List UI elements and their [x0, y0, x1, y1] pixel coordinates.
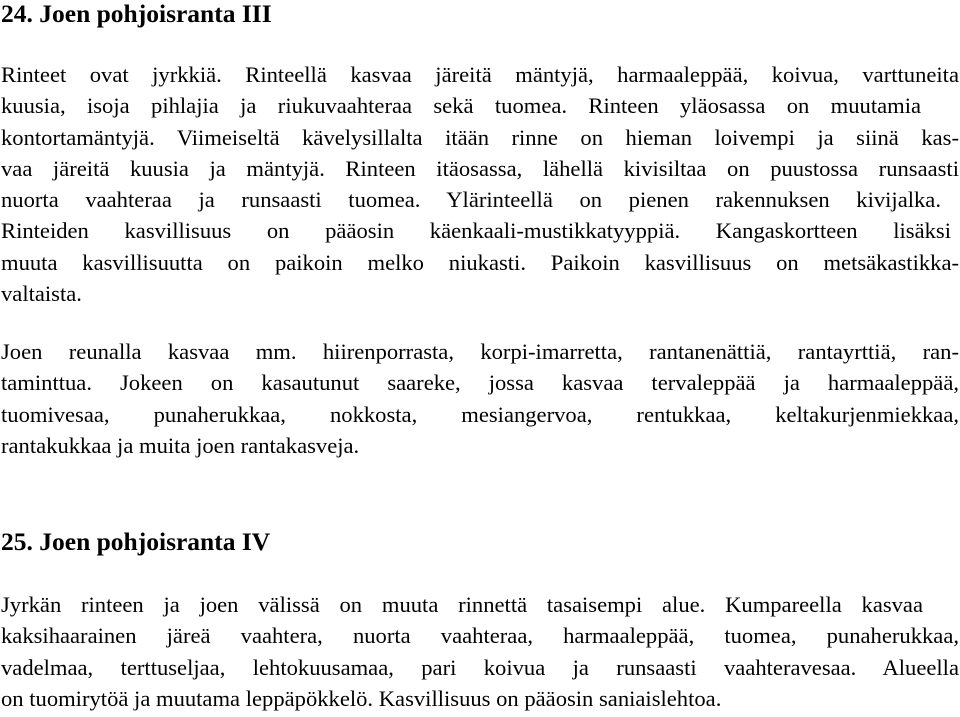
- section-heading-25: 25. Joen pohjoisranta IV: [1, 527, 271, 556]
- text-line: vadelmaa, terttuseljaa, lehtokuusamaa, pari koivua ja runsaasti vaahteravesaa. Alueella: [1, 654, 959, 680]
- text-line: on tuomirytöä ja muutama leppäpökkelö. Kasvillisuus on pääosin saniaislehtoa.: [1, 685, 722, 711]
- section-25-paragraph-1: [1, 589, 959, 714]
- text-line: Rinteiden kasvillisuus on pääosin käenkaali-mustikkatyyppiä. Kangaskortteen lisäksi: [1, 218, 951, 244]
- text-line: rantakukkaa ja muita joen rantakasveja.: [1, 432, 360, 458]
- text-line: vaa järeitä kuusia ja mäntyjä. Rinteen itäosassa, lähellä kivisiltaa on puustossa runsaasti: [1, 155, 959, 181]
- text-line: valtaista.: [1, 281, 82, 307]
- text-line: nuorta vaahteraa ja runsaasti tuomea. Ylärinteellä on pienen rakennuksen kivijalka.: [1, 187, 941, 213]
- text-line: kontortamäntyjä. Viimeiseltä kävelysillalta itään rinne on hieman loivempi ja siinä kas-: [1, 124, 959, 150]
- text-line: Jyrkän rinteen ja joen välissä on muuta rinnettä tasaisempi alue. Kumpareella kasvaa: [1, 592, 923, 617]
- text-line: tuomivesaa, punaherukkaa, nokkosta, mesiangervoa, rentukkaa, keltakurjenmiekkaa,: [1, 401, 959, 427]
- text-line: kuusia, isoja pihlajia ja riukuvaahteraa sekä tuomea. Rinteen yläosassa on muutamia: [1, 93, 921, 119]
- text-line: Rinteet ovat jyrkkiä. Rinteellä kasvaa järeitä mäntyjä, harmaaleppää, koivua, varttuneita: [1, 62, 959, 87]
- text-line: muuta kasvillisuutta on paikoin melko niukasti. Paikoin kasvillisuus on metsäkastikka-: [1, 249, 959, 275]
- text-line: Joen reunalla kasvaa mm. hiirenporrasta, korpi-imarretta, rantanenättiä, rantayrttiä, ran-: [1, 339, 959, 364]
- text-line: taminttua. Jokeen on kasautunut saareke, jossa kasvaa tervaleppää ja harmaaleppää,: [1, 370, 959, 396]
- section-heading-24: 24. Joen pohjoisranta III: [1, 0, 272, 28]
- section-24-paragraph-2: [1, 336, 959, 461]
- text-line: kaksihaarainen järeä vaahtera, nuorta vaahteraa, harmaaleppää, tuomea, punaherukkaa,: [1, 623, 959, 649]
- section-24-paragraph-1: [1, 59, 959, 309]
